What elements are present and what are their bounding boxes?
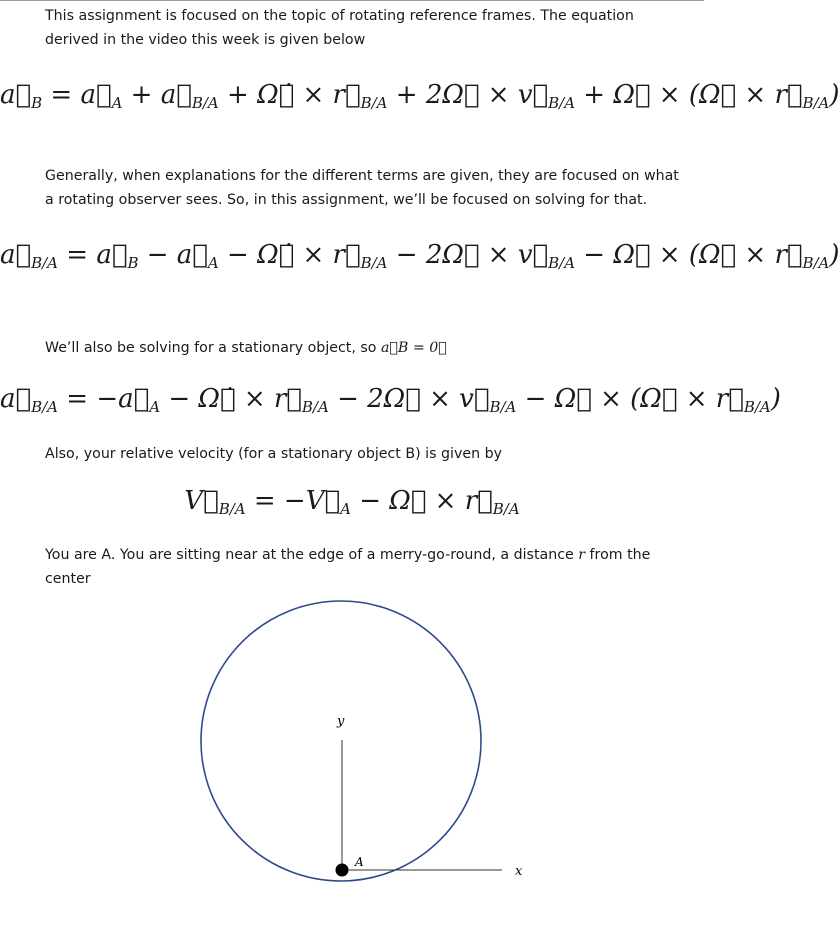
stationary-text: We’ll also be solving for a stationary object, so: [45, 340, 381, 356]
equation-2: $a⃗_{B/A}$ = $a⃗_B$ − $a⃗_A$ − Ω⃗̇ × $r⃗_{B/A}$ − 2Ω⃗ × $v⃗_{B/A}$ − Ω⃗ × (Ω⃗ × $r⃗_{B/A}$): [0, 240, 840, 272]
equation-4: $V⃗_{B/A}$ = $-V⃗_A$ − Ω⃗ × $r⃗_{B/A}$: [184, 486, 520, 518]
stationary-condition: a⃗B = 0⃗: [380, 340, 447, 356]
explanation-paragraph: Generally, when explanations for the different terms are given, they are focused on what a rotating observer sees. So, in this assignment, we’ll be focused on solving for that.: [45, 168, 679, 208]
velocity-paragraph: Also, your relative velocity (for a stationary object B) is given by: [45, 446, 502, 462]
equation-3: $a⃗_{B/A}$ = $-a⃗_A$ − Ω⃗̇ × $r⃗_{B/A}$ − 2Ω⃗ × $v⃗_{B/A}$ − Ω⃗ × (Ω⃗ × $r⃗_{B/A}$): [0, 384, 781, 416]
merry-go-round-circle: [201, 601, 481, 881]
position-text-prefix: You are A. You are sitting near at the edge of a merry-go-round, a distance: [45, 547, 579, 563]
point-a-marker: [336, 864, 349, 877]
position-text-suffix: from the center: [45, 547, 651, 587]
equation-1: $a⃗_B$ = $a⃗_A$ + $a⃗_{B/A}$ + Ω⃗̇ × $r⃗_{B/A}$ + 2Ω⃗ × $v⃗_{B/A}$ + Ω⃗ × (Ω⃗ × $r⃗_{B/A}$): [0, 80, 840, 112]
x-axis-label: x: [515, 864, 523, 879]
intro-paragraph: This assignment is focused on the topic of rotating reference frames. The equation derived in the video this week is given below: [45, 8, 634, 48]
y-axis-label: y: [337, 714, 345, 729]
position-variable: r: [578, 547, 586, 563]
point-a-label: A: [355, 855, 364, 869]
